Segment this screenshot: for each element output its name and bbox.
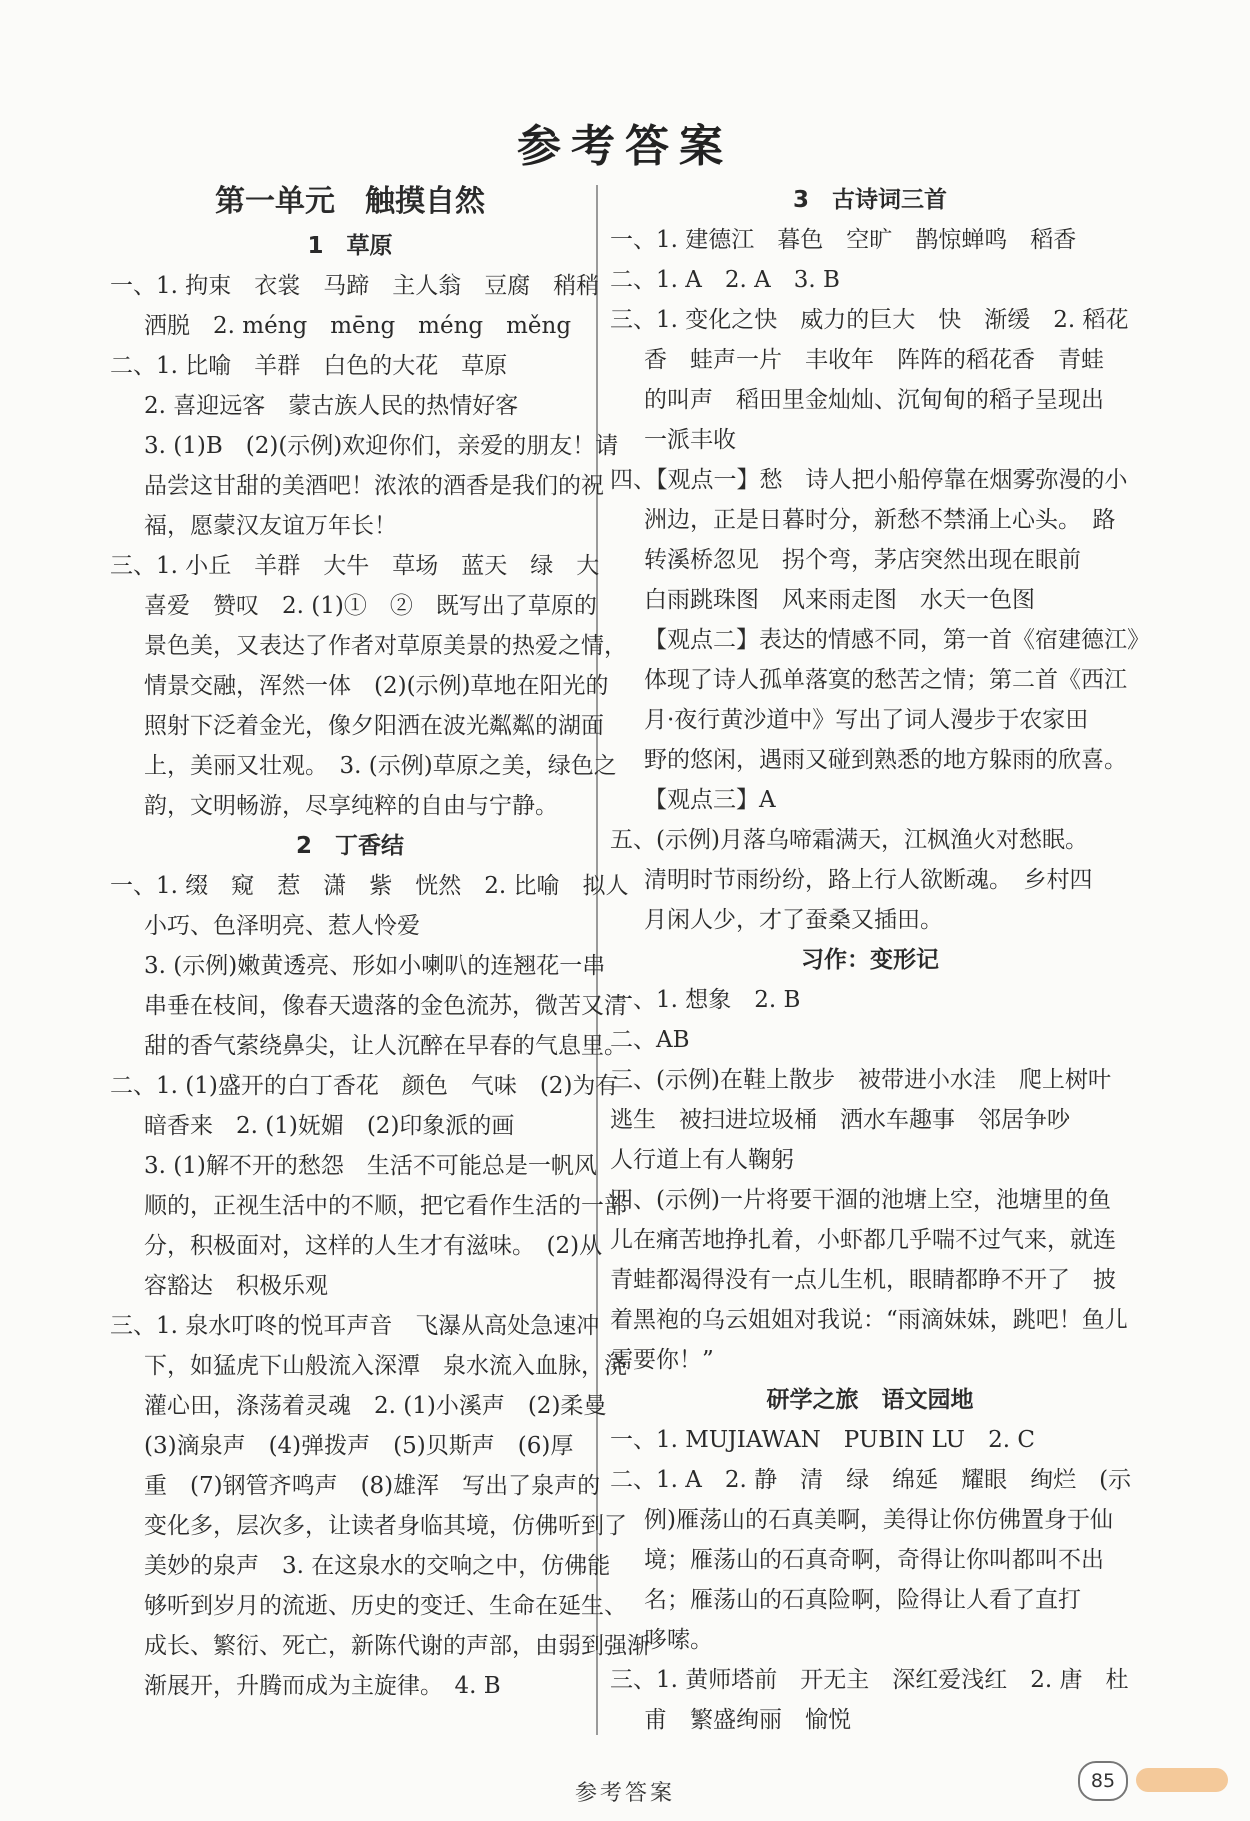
answer-line: 月·夜行黄沙道中》写出了词人漫步于农家田: [644, 707, 1089, 733]
answer-line: 小巧、色泽明亮、惹人怜爱: [144, 913, 420, 939]
answer-line: 品尝这甘甜的美酒吧！浓浓的酒香是我们的祝: [144, 473, 604, 499]
answer-line: 顺的，正视生活中的不顺，把它看作生活的一部: [144, 1193, 627, 1219]
answer-line: 例)雁荡山的石真美啊，美得让你仿佛置身于仙: [644, 1507, 1113, 1533]
page-title: 参考答案: [517, 121, 733, 172]
answer-line: 照射下泛着金光，像夕阳洒在波光粼粼的湖面: [144, 713, 604, 739]
answer-line: 清明时节雨纷纷，路上行人欲断魂。 乡村四: [644, 867, 1093, 893]
right-column: [610, 180, 1150, 1740]
answer-line: 一、1. 想象 2. B: [610, 987, 801, 1013]
answer-line: 四、(示例)一片将要干涸的池塘上空，池塘里的鱼: [610, 1187, 1111, 1213]
answer-line: 洒脱 2. méng mēng méng měng: [144, 313, 572, 339]
answer-line: 变化多，层次多，让读者身临其境，仿佛听到了: [144, 1513, 627, 1539]
answer-line: 名；雁荡山的石真险啊，险得让人看了直打: [644, 1587, 1081, 1613]
answer-line: 哆嗦。: [644, 1627, 713, 1653]
section-title: 1 草原: [307, 233, 393, 259]
answer-line: 福，愿蒙汉友谊万年长！: [144, 513, 397, 539]
answer-line: 重 (7)钢管齐鸣声 (8)雄浑 写出了泉声的: [144, 1473, 601, 1499]
answer-line: 韵，文明畅游，尽享纯粹的自由与宁静。: [144, 793, 558, 819]
right-sections: [610, 180, 1150, 1740]
answer-line: 四、【观点一】愁 诗人把小船停靠在烟雾弥漫的小: [610, 467, 1128, 493]
answer-line: 暗香来 2. (1)妩媚 (2)印象派的画: [144, 1113, 515, 1139]
answer-line: 体现了诗人孤单落寞的愁苦之情；第二首《西江: [644, 667, 1127, 693]
answer-line: 甫 繁盛绚丽 愉悦: [644, 1707, 851, 1733]
answer-line: 逃生 被扫进垃圾桶 洒水车趣事 邻居争吵: [610, 1107, 1070, 1133]
answer-line: 3. (1)解不开的愁怨 生活不可能总是一帆风: [144, 1153, 597, 1179]
answer-line: 三、1. 黄师塔前 开无主 深红爱浅红 2. 唐 杜: [610, 1667, 1129, 1693]
section-title: 研学之旅 语文园地: [766, 1387, 974, 1413]
answer-line: 三、1. 变化之快 威力的巨大 快 渐缓 2. 稻花: [610, 307, 1129, 333]
answer-line: 上，美丽又壮观。 3. (示例)草原之美，绿色之: [144, 753, 617, 779]
answer-line: 成长、繁衍、死亡，新陈代谢的声部，由弱到强渐: [144, 1633, 650, 1659]
answer-line: 人行道上有人鞠躬: [610, 1147, 794, 1173]
answer-line: 野的悠闲，遇雨又碰到熟悉的地方躲雨的欣喜。: [644, 747, 1127, 773]
answer-line: 转溪桥忽见 拐个弯，茅店突然出现在眼前: [644, 547, 1081, 573]
answer-line: 五、(示例)月落乌啼霜满天，江枫渔火对愁眠。: [610, 827, 1088, 853]
answer-line: 三、1. 泉水叮咚的悦耳声音 飞瀑从高处急速冲: [110, 1313, 600, 1339]
answer-line: 三、(示例)在鞋上散步 被带进小水洼 爬上树叶: [610, 1067, 1111, 1093]
answer-line: 【观点三】A: [644, 787, 776, 813]
answer-line: 美妙的泉声 3. 在这泉水的交响之中，仿佛能: [144, 1553, 611, 1579]
page-number: 85: [1078, 1761, 1128, 1801]
answer-line: 串垂在枝间，像春天遗落的金色流苏，微苦又清: [144, 993, 627, 1019]
footer-label: 参考答案: [574, 1781, 675, 1806]
answer-line: 灌心田，涤荡着灵魂 2. (1)小溪声 (2)柔曼: [144, 1393, 607, 1419]
answer-line: 二、1. A 2. A 3. B: [610, 267, 840, 293]
answer-line: 月闲人少，才了蚕桑又插田。: [644, 907, 943, 933]
answer-line: 二、AB: [610, 1027, 690, 1053]
answer-line: 一、1. 建德江 暮色 空旷 鹊惊蝉鸣 稻香: [610, 227, 1077, 253]
answer-line: 三、1. 小丘 羊群 大牛 草场 蓝天 绿 大: [110, 553, 600, 579]
answer-line: 一、1. 拘束 衣裳 马蹄 主人翁 豆腐 稍稍: [110, 273, 600, 299]
answer-line: 儿在痛苦地挣扎着，小虾都几乎喘不过气来，就连: [610, 1227, 1116, 1253]
answer-line: 3. (1)B (2)(示例)欢迎你们，亲爱的朋友！请: [144, 433, 619, 459]
answer-line: 香 蛙声一片 丰收年 阵阵的稻花香 青蛙: [644, 347, 1104, 373]
answer-line: 境；雁荡山的石真奇啊，奇得让你叫都叫不出: [644, 1547, 1104, 1573]
answer-line: 2. 喜迎远客 蒙古族人民的热情好客: [144, 393, 519, 419]
page-number-bar: [1136, 1768, 1228, 1792]
answer-line: 甜的香气萦绕鼻尖，让人沉醉在早春的气息里。: [144, 1033, 627, 1059]
answer-line: 渐展开，升腾而成为主旋律。 4. B: [144, 1673, 501, 1699]
answer-line: 喜爱 赞叹 2. (1)① ② 既写出了草原的: [144, 593, 597, 619]
section-title: 习作：变形记: [801, 947, 939, 973]
answer-line: 一派丰收: [644, 427, 736, 453]
answer-line: 需要你！”: [610, 1347, 714, 1373]
answer-line: 二、1. A 2. 静 清 绿 绵延 耀眼 绚烂 (示: [610, 1467, 1132, 1493]
answer-line: 一、1. MUJIAWAN PUBIN LU 2. C: [610, 1427, 1035, 1453]
answer-line: 下，如猛虎下山般流入深潭 泉水流入血脉，浇: [144, 1353, 627, 1379]
answer-line: 洲边，正是日暮时分，新愁不禁涌上心头。 路: [644, 507, 1116, 533]
section-title: 2 丁香结: [295, 833, 404, 859]
answer-line: 一、1. 缀 窥 惹 潇 紫 恍然 2. 比喻 拟人: [110, 873, 629, 899]
unit-title: 第一单元 触摸自然: [215, 184, 485, 219]
answer-line: 3. (示例)嫩黄透亮、形如小喇叭的连翘花一串: [144, 953, 606, 979]
answer-line: 青蛙都渴得没有一点儿生机，眼睛都睁不开了 披: [610, 1267, 1116, 1293]
answer-line: 二、1. (1)盛开的白丁香花 颜色 气味 (2)为有: [110, 1073, 619, 1099]
answer-line: 二、1. 比喻 羊群 白色的大花 草原: [110, 353, 508, 379]
section-title: 3 古诗词三首: [792, 187, 947, 213]
answer-line: 白雨跳珠图 风来雨走图 水天一色图: [644, 587, 1035, 613]
answer-line: (3)滴泉声 (4)弹拨声 (5)贝斯声 (6)厚: [144, 1433, 574, 1459]
answer-line: 情景交融，浑然一体 (2)(示例)草地在阳光的: [144, 673, 609, 699]
answer-line: 【观点二】表达的情感不同，第一首《宿建德江》: [644, 627, 1150, 653]
answer-line: 分，积极面对，这样的人生才有滋味。 (2)从: [144, 1233, 603, 1259]
answer-line: 景色美，又表达了作者对草原美景的热爱之情，: [144, 633, 627, 659]
answer-line: 够听到岁月的流逝、历史的变迁、生命在延生、: [144, 1593, 627, 1619]
answer-line: 着黑袍的乌云姐姐对我说：“雨滴妹妹，跳吧！鱼儿: [610, 1307, 1128, 1333]
answer-line: 的叫声 稻田里金灿灿、沉甸甸的稻子呈现出: [644, 387, 1104, 413]
answer-line: 容豁达 积极乐观: [144, 1273, 328, 1299]
